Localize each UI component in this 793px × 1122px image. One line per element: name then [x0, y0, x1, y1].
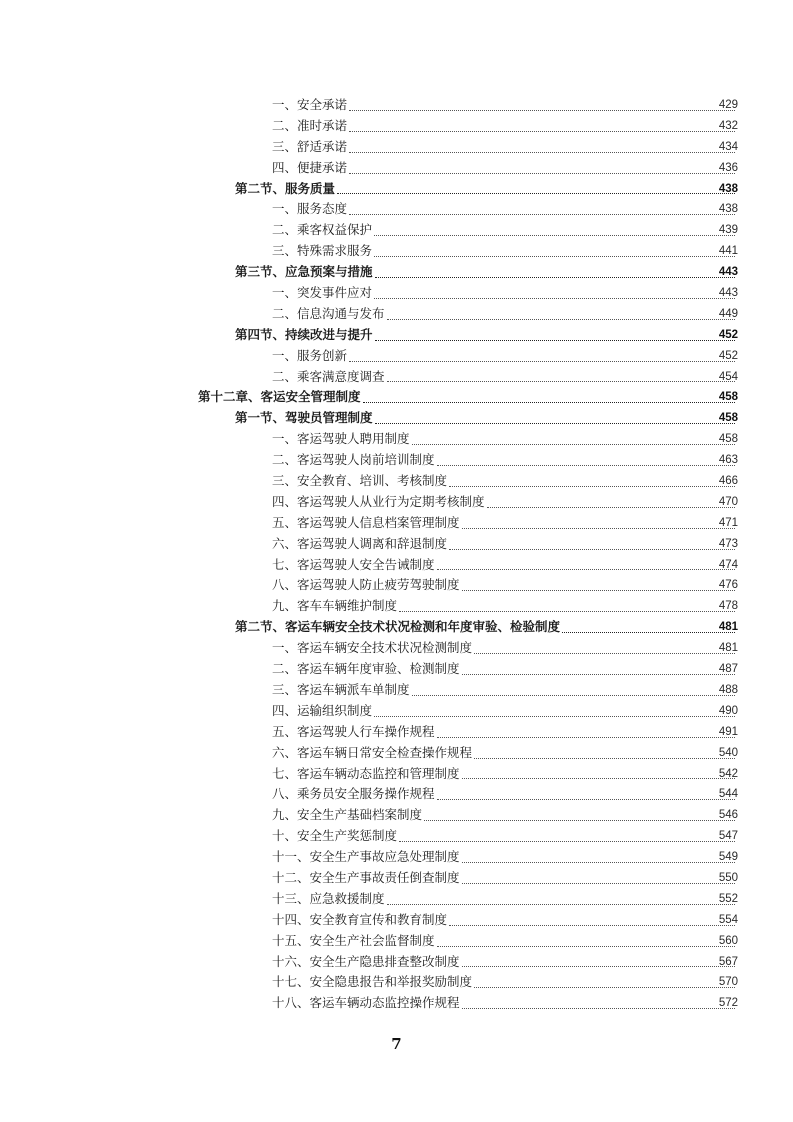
toc-entry-page: 481 — [718, 621, 738, 634]
toc-item[interactable] — [0, 241, 793, 262]
toc-entry-page: 438 — [718, 182, 738, 195]
toc-entry-page: 438 — [718, 203, 738, 216]
dot-leader — [474, 972, 735, 993]
toc-item[interactable] — [0, 805, 793, 826]
toc-entry-page: 443 — [718, 266, 738, 279]
toc-entry-page: 552 — [718, 892, 738, 905]
toc-section[interactable] — [0, 617, 793, 638]
toc-item[interactable] — [0, 784, 793, 805]
page-number: 7 — [391, 1035, 402, 1053]
dot-leader — [387, 304, 735, 325]
toc-entry-title: 第十二章、客运安全管理制度 — [198, 389, 361, 405]
toc-item[interactable] — [0, 743, 793, 764]
toc-entry-page: 481 — [718, 642, 738, 655]
toc-entry-page: 572 — [718, 997, 738, 1010]
toc-entry-title: 二、信息沟通与发布 — [272, 305, 385, 321]
toc-entry-page: 471 — [718, 516, 738, 529]
toc-entry-page: 443 — [718, 287, 738, 300]
dot-leader — [349, 346, 735, 367]
toc-item[interactable] — [0, 116, 793, 137]
toc-entry-page: 452 — [718, 349, 738, 362]
toc-item[interactable] — [0, 283, 793, 304]
toc-item[interactable] — [0, 722, 793, 743]
dot-leader — [349, 158, 735, 179]
toc-entry-title: 四、客运驾驶人从业行为定期考核制度 — [272, 493, 485, 509]
dot-leader — [462, 847, 735, 868]
toc-entry-title: 九、安全生产基础档案制度 — [272, 807, 423, 823]
dot-leader — [374, 701, 735, 722]
toc-entry-title: 十五、安全生产社会监督制度 — [272, 932, 435, 948]
toc-entry-title: 二、乘客满意度调查 — [272, 368, 385, 384]
toc-entry-title: 五、客运驾驶人信息档案管理制度 — [272, 514, 460, 530]
dot-leader — [474, 638, 735, 659]
dot-leader — [349, 95, 735, 116]
toc-entry-title: 六、客运驾驶人调离和辞退制度 — [272, 535, 448, 551]
toc-entry-page: 441 — [718, 245, 738, 258]
toc-entry-page: 490 — [718, 704, 738, 717]
dot-leader — [462, 513, 735, 534]
toc-item[interactable] — [0, 638, 793, 659]
toc-entry-page: 542 — [718, 767, 738, 780]
toc-chapter[interactable] — [0, 387, 793, 408]
toc-section[interactable] — [0, 179, 793, 200]
toc-entry-title: 第四节、持续改进与提升 — [235, 326, 373, 342]
toc-entry-page: 547 — [718, 830, 738, 843]
toc-entry-page: 554 — [718, 913, 738, 926]
dot-leader — [449, 471, 735, 492]
toc-item[interactable] — [0, 993, 793, 1014]
toc-item[interactable] — [0, 471, 793, 492]
dot-leader — [349, 116, 735, 137]
toc-entry-page: 487 — [718, 663, 738, 676]
toc-item[interactable] — [0, 889, 793, 910]
toc-item[interactable] — [0, 847, 793, 868]
toc-item[interactable] — [0, 513, 793, 534]
toc-entry-title: 一、服务创新 — [272, 347, 348, 363]
dot-leader — [374, 241, 735, 262]
dot-leader — [474, 743, 735, 764]
toc-entry-page: 458 — [718, 412, 738, 425]
toc-entry-page: 478 — [718, 600, 738, 613]
toc-entry-title: 十八、客运车辆动态监控操作规程 — [272, 995, 460, 1011]
toc-item[interactable] — [0, 952, 793, 973]
toc-item[interactable] — [0, 346, 793, 367]
toc-entry-page: 540 — [718, 746, 738, 759]
toc-entry-page: 476 — [718, 579, 738, 592]
toc-entry-title: 十一、安全生产事故应急处理制度 — [272, 849, 460, 865]
dot-leader — [374, 220, 735, 241]
dot-leader — [437, 722, 735, 743]
toc-entry-page: 458 — [718, 433, 738, 446]
toc-item[interactable] — [0, 367, 793, 388]
toc-entry-title: 第二节、客运车辆安全技术状况检测和年度审验、检验制度 — [235, 619, 561, 635]
toc-entry-page: 436 — [718, 161, 738, 174]
toc-entry-title: 十三、应急救援制度 — [272, 890, 385, 906]
toc-entry-page: 454 — [718, 370, 738, 383]
toc-entry-title: 三、客运车辆派车单制度 — [272, 681, 410, 697]
toc-entry-title: 七、客运车辆动态监控和管理制度 — [272, 765, 460, 781]
toc-entry-title: 九、客车车辆维护制度 — [272, 598, 398, 614]
toc-item[interactable] — [0, 95, 793, 116]
toc-entry-page: 470 — [718, 495, 738, 508]
toc-entry-title: 一、安全承诺 — [272, 97, 348, 112]
toc-item[interactable] — [0, 304, 793, 325]
toc-entry-title: 二、准时承诺 — [272, 117, 348, 133]
toc-entry-title: 第三节、应急预案与措施 — [235, 264, 373, 280]
toc-entry-title: 第二节、服务质量 — [235, 180, 336, 196]
dot-leader — [424, 805, 735, 826]
toc-item[interactable] — [0, 429, 793, 450]
toc-item[interactable] — [0, 701, 793, 722]
toc-entry-page: 452 — [718, 328, 738, 341]
dot-leader — [449, 534, 735, 555]
toc-item[interactable] — [0, 137, 793, 158]
toc-item[interactable] — [0, 575, 793, 596]
toc-entry-title: 十七、安全隐患报告和举报奖励制度 — [272, 974, 473, 990]
toc-entry-title: 十六、安全生产隐患排查整改制度 — [272, 953, 460, 969]
toc-item[interactable] — [0, 555, 793, 576]
toc-entry-title: 四、运输组织制度 — [272, 702, 373, 718]
toc-entry-page: 570 — [718, 976, 738, 989]
toc-entry-title: 七、客运驾驶人安全告诫制度 — [272, 556, 435, 572]
table-of-contents — [0, 95, 793, 1014]
dot-leader — [375, 262, 735, 283]
toc-entry-title: 十、安全生产奖惩制度 — [272, 828, 398, 844]
toc-entry-page: 429 — [718, 99, 738, 111]
toc-entry-page: 546 — [718, 809, 738, 822]
toc-entry-page: 549 — [718, 851, 738, 864]
dot-leader — [349, 137, 735, 158]
dot-leader — [462, 868, 735, 889]
toc-entry-page: 458 — [718, 391, 738, 404]
toc-entry-page: 449 — [718, 307, 738, 320]
dot-leader — [375, 325, 735, 346]
toc-entry-title: 第一节、驾驶员管理制度 — [235, 410, 373, 426]
toc-entry-page: 491 — [718, 725, 738, 738]
toc-entry-title: 八、客运驾驶人防止疲劳驾驶制度 — [272, 577, 460, 593]
toc-item[interactable] — [0, 220, 793, 241]
dot-leader — [437, 450, 735, 471]
dot-leader — [462, 764, 735, 785]
toc-entry-title: 十二、安全生产事故责任倒查制度 — [272, 869, 460, 885]
toc-item[interactable] — [0, 199, 793, 220]
dot-leader — [399, 826, 735, 847]
toc-entry-page: 488 — [718, 683, 738, 696]
toc-entry-title: 十四、安全教育宣传和教育制度 — [272, 911, 448, 927]
dot-leader — [412, 429, 735, 450]
toc-section[interactable] — [0, 262, 793, 283]
toc-entry-page: 434 — [718, 140, 738, 153]
toc-item[interactable] — [0, 764, 793, 785]
dot-leader — [387, 367, 735, 388]
toc-entry-page: 466 — [718, 475, 738, 488]
toc-item[interactable] — [0, 972, 793, 993]
toc-entry-page: 473 — [718, 537, 738, 550]
dot-leader — [462, 993, 735, 1014]
toc-item[interactable] — [0, 450, 793, 471]
dot-leader — [449, 910, 735, 931]
dot-leader — [412, 680, 735, 701]
toc-entry-page: 550 — [718, 871, 738, 884]
toc-item[interactable] — [0, 534, 793, 555]
toc-item[interactable] — [0, 931, 793, 952]
toc-entry-title: 一、服务态度 — [272, 201, 348, 217]
toc-item[interactable] — [0, 659, 793, 680]
dot-leader — [349, 199, 735, 220]
toc-item[interactable] — [0, 492, 793, 513]
dot-leader — [375, 408, 735, 429]
toc-entry-page: 544 — [718, 788, 738, 801]
toc-entry-page: 439 — [718, 224, 738, 237]
toc-entry-title: 三、安全教育、培训、考核制度 — [272, 473, 448, 489]
toc-item[interactable] — [0, 596, 793, 617]
toc-entry-title: 二、乘客权益保护 — [272, 222, 373, 238]
toc-entry-title: 八、乘务员安全服务操作规程 — [272, 786, 435, 802]
toc-entry-title: 三、舒适承诺 — [272, 138, 348, 154]
dot-leader — [387, 889, 735, 910]
toc-section[interactable] — [0, 408, 793, 429]
toc-entry-title: 一、客运车辆安全技术状况检测制度 — [272, 640, 473, 656]
dot-leader — [399, 596, 735, 617]
toc-item[interactable] — [0, 680, 793, 701]
dot-leader — [437, 784, 735, 805]
dot-leader — [437, 555, 735, 576]
toc-entry-page: 474 — [718, 558, 738, 571]
dot-leader — [462, 952, 735, 973]
toc-entry-title: 一、突发事件应对 — [272, 285, 373, 301]
toc-entry-title: 三、特殊需求服务 — [272, 243, 373, 259]
toc-item[interactable] — [0, 158, 793, 179]
toc-entry-page: 463 — [718, 454, 738, 467]
toc-entry-title: 一、客运驾驶人聘用制度 — [272, 431, 410, 447]
toc-item[interactable] — [0, 910, 793, 931]
dot-leader — [337, 179, 735, 200]
dot-leader — [462, 659, 735, 680]
dot-leader — [437, 931, 735, 952]
toc-entry-title: 四、便捷承诺 — [272, 159, 348, 175]
toc-entry-title: 六、客运车辆日常安全检查操作规程 — [272, 744, 473, 760]
toc-entry-page: 567 — [718, 955, 738, 968]
toc-entry-page: 432 — [718, 119, 738, 132]
toc-section[interactable] — [0, 325, 793, 346]
dot-leader — [363, 387, 735, 408]
toc-entry-page: 560 — [718, 934, 738, 947]
toc-item[interactable] — [0, 826, 793, 847]
dot-leader — [462, 575, 735, 596]
toc-entry-title: 二、客运车辆年度审验、检测制度 — [272, 661, 460, 677]
toc-entry-title: 五、客运驾驶人行车操作规程 — [272, 723, 435, 739]
toc-item[interactable] — [0, 868, 793, 889]
dot-leader — [374, 283, 735, 304]
toc-entry-title: 二、客运驾驶人岗前培训制度 — [272, 452, 435, 468]
